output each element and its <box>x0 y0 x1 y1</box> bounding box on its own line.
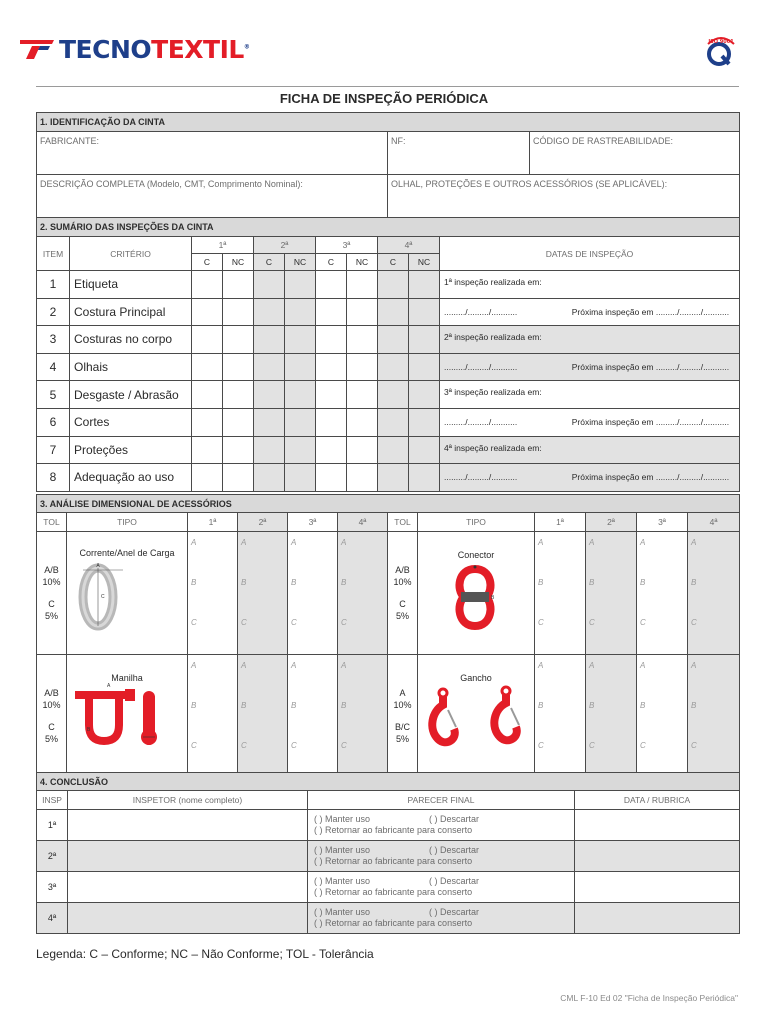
c-header: C <box>378 254 409 271</box>
dimension-letter: A <box>241 661 247 670</box>
dimension-letter: A <box>191 661 197 670</box>
nc-header: NC <box>223 254 254 271</box>
check-c-inspection-4[interactable] <box>378 381 409 409</box>
check-nc-inspection-4[interactable] <box>409 381 440 409</box>
descartar-option[interactable]: ( ) Descartar <box>429 813 480 824</box>
nf-field[interactable]: NF: <box>388 132 530 175</box>
insp-number: 4ª <box>37 903 68 934</box>
check-nc-inspection-4[interactable] <box>409 436 440 464</box>
check-nc-inspection-2[interactable] <box>285 381 316 409</box>
descartar-option[interactable]: ( ) Descartar <box>429 844 480 855</box>
dim-cell[interactable] <box>338 655 388 778</box>
dim-inspection-3-header: 3ª <box>637 513 688 532</box>
data-rubrica-field[interactable] <box>575 841 740 872</box>
dimension-letter: A <box>640 538 646 547</box>
check-nc-inspection-3[interactable] <box>347 436 378 464</box>
dimension-letter: C <box>538 618 544 627</box>
dimension-letter: B <box>538 578 544 587</box>
criterio-label: Proteções <box>70 436 192 464</box>
accessory-corrente <box>67 532 188 655</box>
check-nc-inspection-4[interactable] <box>409 353 440 381</box>
check-nc-inspection-4[interactable] <box>409 326 440 354</box>
header <box>0 0 768 88</box>
tipo-header: TIPO <box>67 513 188 532</box>
dimension-letter: C <box>640 741 646 750</box>
insp-header: INSP <box>37 791 68 810</box>
dim-cell[interactable] <box>188 532 238 655</box>
check-nc-inspection-1[interactable] <box>223 464 254 492</box>
dimension-letter: B <box>241 701 247 710</box>
nc-header: NC <box>347 254 378 271</box>
check-c-inspection-2[interactable] <box>254 298 285 326</box>
dim-inspection-2-header: 2ª <box>586 513 637 532</box>
dimension-letter: C <box>538 741 544 750</box>
check-c-inspection-1[interactable] <box>192 271 223 299</box>
insp-number: 3ª <box>37 872 68 903</box>
criterio-row <box>37 326 740 354</box>
check-c-inspection-4[interactable] <box>378 353 409 381</box>
data-rubrica-header: DATA / RUBRICA <box>575 791 740 810</box>
inspection-date-row[interactable] <box>440 464 740 492</box>
dimension-letter: B <box>589 578 595 587</box>
conclusao-row <box>37 903 740 934</box>
inspection-date-row[interactable] <box>440 298 740 326</box>
inspetor-name-field[interactable] <box>68 841 308 872</box>
parecer-options <box>308 810 575 841</box>
check-nc-inspection-1[interactable] <box>223 436 254 464</box>
svg-text:B: B <box>491 595 495 601</box>
check-c-inspection-4[interactable] <box>378 436 409 464</box>
check-c-inspection-3[interactable] <box>316 298 347 326</box>
dimension-letter: C <box>589 741 595 750</box>
criterio-row <box>37 353 740 381</box>
check-nc-inspection-1[interactable] <box>223 408 254 436</box>
conector-label: Conector <box>457 550 495 560</box>
section-2-header: 2. SUMÁRIO DAS INSPEÇÕES DA CINTA <box>37 218 740 237</box>
dimension-letter: C <box>191 618 197 627</box>
dim-cell[interactable] <box>338 532 388 655</box>
check-c-inspection-1[interactable] <box>192 381 223 409</box>
dimension-letter: A <box>191 538 197 547</box>
check-nc-inspection-3[interactable] <box>347 271 378 299</box>
check-nc-inspection-3[interactable] <box>347 464 378 492</box>
check-nc-inspection-2[interactable] <box>285 464 316 492</box>
parecer-header: PARECER FINAL <box>308 791 575 810</box>
retornar-fabricante-option[interactable]: ( ) Retornar ao fabricante para conserto <box>314 918 473 928</box>
check-c-inspection-1[interactable] <box>192 298 223 326</box>
item-header: ITEM <box>37 237 70 271</box>
check-c-inspection-3[interactable] <box>316 436 347 464</box>
check-c-inspection-2[interactable] <box>254 353 285 381</box>
manilha-label: Manilha <box>111 673 143 683</box>
inspection-3-header: 3ª <box>316 237 378 254</box>
check-c-inspection-2[interactable] <box>254 271 285 299</box>
criterio-label: Costuras no corpo <box>70 326 192 354</box>
manter-uso-option[interactable]: ( ) Manter uso <box>314 813 371 824</box>
criterio-label: Adequação ao uso <box>70 464 192 492</box>
check-nc-inspection-1[interactable] <box>223 353 254 381</box>
dim-cell[interactable] <box>535 655 586 778</box>
dim-inspection-2-header: 2ª <box>238 513 288 532</box>
criterio-header: CRITÉRIO <box>70 237 192 271</box>
parecer-options <box>308 872 575 903</box>
tipo-header: TIPO <box>418 513 535 532</box>
dim-inspection-1-header: 1ª <box>535 513 586 532</box>
inspection-date-blank[interactable]: ........./........./........... <box>444 417 518 428</box>
check-nc-inspection-4[interactable] <box>409 298 440 326</box>
check-nc-inspection-1[interactable] <box>223 326 254 354</box>
dimension-letter: A <box>538 538 544 547</box>
dim-cell[interactable] <box>586 532 637 655</box>
check-c-inspection-3[interactable] <box>316 408 347 436</box>
inspetor-name-field[interactable] <box>68 903 308 934</box>
check-c-inspection-2[interactable] <box>254 381 285 409</box>
check-nc-inspection-3[interactable] <box>347 298 378 326</box>
dim-cell[interactable] <box>288 532 338 655</box>
criterio-row <box>37 381 740 409</box>
dimension-letter: B <box>291 701 297 710</box>
fabricante-field[interactable]: FABRICANTE: <box>37 132 388 175</box>
section-analise-dimensional <box>36 494 740 778</box>
check-nc-inspection-2[interactable] <box>285 408 316 436</box>
check-nc-inspection-3[interactable] <box>347 408 378 436</box>
dimension-letter: A <box>589 661 595 670</box>
check-c-inspection-1[interactable] <box>192 353 223 381</box>
inspection-date-label: 1ª inspeção realizada em: <box>440 271 740 299</box>
parecer-options <box>308 903 575 934</box>
c-header: C <box>316 254 347 271</box>
dimension-letter: A <box>691 661 697 670</box>
check-c-inspection-4[interactable] <box>378 298 409 326</box>
tol-conector: A/B 10% C 5% <box>388 532 418 655</box>
inspection-1-header: 1ª <box>192 237 254 254</box>
dimension-letter: B <box>691 701 697 710</box>
dim-cell[interactable] <box>688 532 740 655</box>
dim-inspection-4-header: 4ª <box>338 513 388 532</box>
check-nc-inspection-1[interactable] <box>223 381 254 409</box>
datas-header: DATAS DE INSPEÇÃO <box>440 237 740 271</box>
check-c-inspection-3[interactable] <box>316 326 347 354</box>
dimension-letter: C <box>691 618 697 627</box>
dim-cell[interactable] <box>637 655 688 778</box>
tol-corrente: A/B 10% C 5% <box>37 532 67 655</box>
dim-cell[interactable] <box>688 655 740 778</box>
check-nc-inspection-1[interactable] <box>223 271 254 299</box>
parecer-options <box>308 841 575 872</box>
header-divider <box>36 86 739 87</box>
dimension-letter: B <box>241 578 247 587</box>
dimension-letter: A <box>291 538 297 547</box>
data-rubrica-field[interactable] <box>575 810 740 841</box>
manter-uso-option[interactable]: ( ) Manter uso <box>314 875 371 886</box>
check-nc-inspection-2[interactable] <box>285 326 316 354</box>
check-c-inspection-4[interactable] <box>378 464 409 492</box>
section-conclusao <box>36 772 740 934</box>
criterio-label: Etiqueta <box>70 271 192 299</box>
tol-manilha: A/B 10% C 5% <box>37 655 67 778</box>
item-number: 1 <box>37 271 70 299</box>
section-3-header: 3. ANÁLISE DIMENSIONAL DE ACESSÓRIOS <box>37 495 740 513</box>
check-nc-inspection-3[interactable] <box>347 381 378 409</box>
check-nc-inspection-2[interactable] <box>285 436 316 464</box>
descartar-option[interactable]: ( ) Descartar <box>429 875 480 886</box>
item-number: 2 <box>37 298 70 326</box>
tol-header: TOL <box>37 513 67 532</box>
inspetor-name-field[interactable] <box>68 872 308 903</box>
dim-inspection-4-header: 4ª <box>688 513 740 532</box>
tol-gancho: A 10% B/C 5% <box>388 655 418 778</box>
document-code: CML F-10 Ed 02 "Ficha de Inspeção Periódica" <box>560 993 738 1003</box>
inspection-date-blank[interactable]: ........./........./........... <box>444 472 518 483</box>
inspection-4-header: 4ª <box>378 237 440 254</box>
dim-cell[interactable] <box>238 532 288 655</box>
manter-uso-option[interactable]: ( ) Manter uso <box>314 844 371 855</box>
check-nc-inspection-2[interactable] <box>285 271 316 299</box>
criterio-label: Costura Principal <box>70 298 192 326</box>
dimension-letter: B <box>341 701 347 710</box>
item-number: 8 <box>37 464 70 492</box>
dimension-letter: B <box>691 578 697 587</box>
next-inspection-date[interactable]: Próxima inspeção em ........./........./........... <box>571 306 730 317</box>
codigo-rastreabilidade-field[interactable]: CÓDIGO DE RASTREABILIDADE: <box>530 132 740 175</box>
check-c-inspection-2[interactable] <box>254 464 285 492</box>
c-header: C <box>192 254 223 271</box>
accessory-conector <box>418 532 535 655</box>
dimension-letter: A <box>691 538 697 547</box>
dimension-letter: C <box>291 741 297 750</box>
section-4-header: 4. CONCLUSÃO <box>37 773 740 791</box>
dim-cell[interactable] <box>288 655 338 778</box>
dimension-letter: A <box>538 661 544 670</box>
dimension-letter: C <box>589 618 595 627</box>
check-nc-inspection-2[interactable] <box>285 353 316 381</box>
dimension-letter: B <box>191 701 197 710</box>
dimension-letter: C <box>341 741 347 750</box>
check-nc-inspection-4[interactable] <box>409 464 440 492</box>
next-inspection-date[interactable]: Próxima inspeção em ........./........./........... <box>571 362 730 373</box>
criterio-label: Cortes <box>70 408 192 436</box>
check-c-inspection-2[interactable] <box>254 436 285 464</box>
check-nc-inspection-3[interactable] <box>347 353 378 381</box>
check-c-inspection-3[interactable] <box>316 353 347 381</box>
dimension-letter: C <box>191 741 197 750</box>
criterio-label: Olhais <box>70 353 192 381</box>
check-c-inspection-4[interactable] <box>378 271 409 299</box>
check-c-inspection-2[interactable] <box>254 326 285 354</box>
dimension-letter: A <box>341 661 347 670</box>
dimension-letter: B <box>538 701 544 710</box>
iso-9001-badge-icon <box>704 34 738 68</box>
dim-cell[interactable] <box>535 532 586 655</box>
dimension-letter: B <box>291 578 297 587</box>
svg-text:C: C <box>101 594 105 600</box>
check-c-inspection-1[interactable] <box>192 408 223 436</box>
check-c-inspection-1[interactable] <box>192 326 223 354</box>
criterio-row <box>37 436 740 464</box>
dim-cell[interactable] <box>238 655 288 778</box>
dimension-letter: B <box>640 701 646 710</box>
inspection-date-label: 4ª inspeção realizada em: <box>440 436 740 464</box>
dimension-letter: C <box>691 741 697 750</box>
nc-header: NC <box>409 254 440 271</box>
check-nc-inspection-4[interactable] <box>409 408 440 436</box>
olhal-acessorios-field[interactable]: OLHAL, PROTEÇÕES E OUTROS ACESSÓRIOS (SE APLICÁVEL): <box>388 175 740 218</box>
dimension-letter: B <box>640 578 646 587</box>
check-nc-inspection-4[interactable] <box>409 271 440 299</box>
inspection-2-header: 2ª <box>254 237 316 254</box>
dimension-letter: C <box>291 618 297 627</box>
corrente-label: Corrente/Anel de Carga <box>79 548 175 558</box>
section-1-header: 1. IDENTIFICAÇÃO DA CINTA <box>37 113 740 132</box>
next-inspection-date[interactable]: Próxima inspeção em ........./........./........... <box>571 417 730 428</box>
check-nc-inspection-3[interactable] <box>347 326 378 354</box>
nc-header: NC <box>285 254 316 271</box>
tol-header: TOL <box>388 513 418 532</box>
check-nc-inspection-1[interactable] <box>223 298 254 326</box>
retornar-fabricante-option[interactable]: ( ) Retornar ao fabricante para conserto <box>314 825 473 835</box>
inspetor-name-field[interactable] <box>68 810 308 841</box>
dim-inspection-3-header: 3ª <box>288 513 338 532</box>
inspetor-header: INSPETOR (nome completo) <box>68 791 308 810</box>
legend: Legenda: C – Conforme; NC – Não Conforme; TOL - Tolerância <box>36 947 374 961</box>
dimension-letter: B <box>341 578 347 587</box>
check-c-inspection-2[interactable] <box>254 408 285 436</box>
criterio-row <box>37 298 740 326</box>
item-number: 5 <box>37 381 70 409</box>
page-title: FICHA DE INSPEÇÃO PERIÓDICA <box>279 91 489 106</box>
dimension-letter: A <box>640 661 646 670</box>
descartar-option[interactable]: ( ) Descartar <box>429 906 480 917</box>
dimension-letter: B <box>191 578 197 587</box>
dimension-letter: A <box>589 538 595 547</box>
manter-uso-option[interactable]: ( ) Manter uso <box>314 906 371 917</box>
criterio-row <box>37 464 740 492</box>
check-c-inspection-3[interactable] <box>316 381 347 409</box>
dimension-letter: C <box>241 618 247 627</box>
accessory-manilha <box>67 655 188 778</box>
section-sumario <box>36 217 740 492</box>
insp-number: 1ª <box>37 810 68 841</box>
criterio-row <box>37 271 740 299</box>
retornar-fabricante-option[interactable]: ( ) Retornar ao fabricante para conserto <box>314 887 473 897</box>
dimension-letter: C <box>341 618 347 627</box>
check-c-inspection-4[interactable] <box>378 326 409 354</box>
dimension-letter: C <box>241 741 247 750</box>
check-c-inspection-1[interactable] <box>192 436 223 464</box>
svg-text:ISO 9001: ISO 9001 <box>708 39 734 45</box>
inspection-date-blank[interactable]: ........./........./........... <box>444 362 518 373</box>
data-rubrica-field[interactable] <box>575 903 740 934</box>
dim-inspection-1-header: 1ª <box>188 513 238 532</box>
check-c-inspection-3[interactable] <box>316 464 347 492</box>
descricao-field[interactable]: DESCRIÇÃO COMPLETA (Modelo, CMT, Comprimento Nominal): <box>37 175 388 218</box>
dimension-letter: B <box>589 701 595 710</box>
item-number: 4 <box>37 353 70 381</box>
conclusao-row <box>37 841 740 872</box>
dimension-letter: A <box>291 661 297 670</box>
item-number: 7 <box>37 436 70 464</box>
accessory-gancho <box>418 655 535 778</box>
dim-cell[interactable] <box>586 655 637 778</box>
tecnotextil-logo: TECNOTEXTIL® <box>20 34 249 64</box>
check-nc-inspection-2[interactable] <box>285 298 316 326</box>
inspection-date-label: 3ª inspeção realizada em: <box>440 381 740 409</box>
logo-mark-icon <box>20 38 54 60</box>
insp-number: 2ª <box>37 841 68 872</box>
criterio-label: Desgaste / Abrasão <box>70 381 192 409</box>
dimension-letter: A <box>241 538 247 547</box>
gancho-label: Gancho <box>460 673 492 683</box>
c-header: C <box>254 254 285 271</box>
inspection-date-row[interactable] <box>440 353 740 381</box>
inspection-date-blank[interactable]: ........./........./........... <box>444 306 518 317</box>
inspection-date-row[interactable] <box>440 408 740 436</box>
criterio-row <box>37 408 740 436</box>
retornar-fabricante-option[interactable]: ( ) Retornar ao fabricante para conserto <box>314 856 473 866</box>
svg-text:A: A <box>107 683 111 689</box>
check-c-inspection-3[interactable] <box>316 271 347 299</box>
check-c-inspection-4[interactable] <box>378 408 409 436</box>
dim-cell[interactable] <box>188 655 238 778</box>
conclusao-row <box>37 872 740 903</box>
dimension-letter: C <box>640 618 646 627</box>
next-inspection-date[interactable]: Próxima inspeção em ........./........./........... <box>571 472 730 483</box>
inspection-date-label: 2ª inspeção realizada em: <box>440 326 740 354</box>
dimension-letter: A <box>341 538 347 547</box>
conclusao-row <box>37 810 740 841</box>
check-c-inspection-1[interactable] <box>192 464 223 492</box>
data-rubrica-field[interactable] <box>575 872 740 903</box>
svg-text:B: B <box>87 727 91 733</box>
item-number: 6 <box>37 408 70 436</box>
section-identificacao <box>36 112 740 218</box>
item-number: 3 <box>37 326 70 354</box>
dim-cell[interactable] <box>637 532 688 655</box>
svg-text:A: A <box>96 563 100 569</box>
